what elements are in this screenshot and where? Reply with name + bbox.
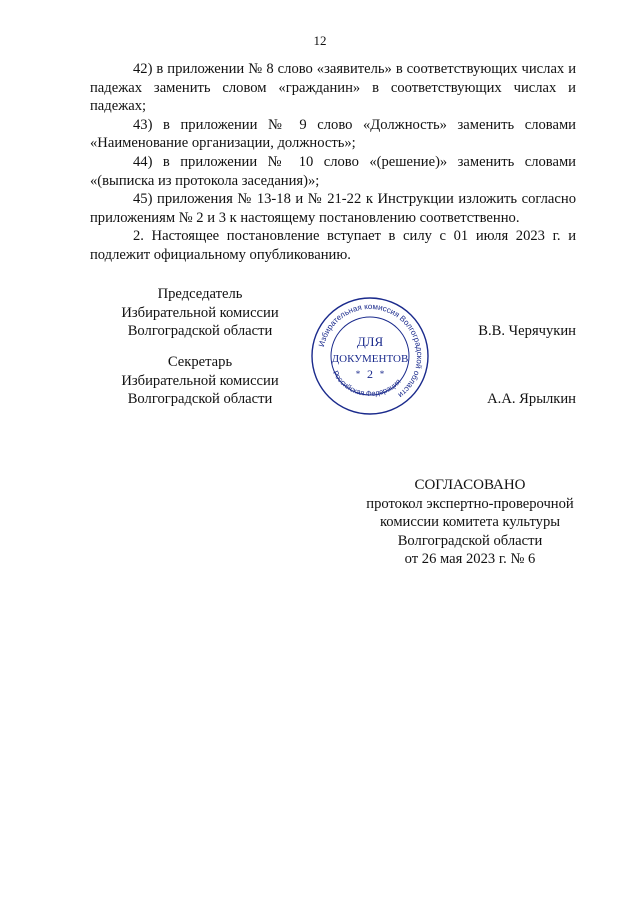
stamp-center-line2: ДОКУМЕНТОВ	[331, 353, 409, 365]
chair-signature-block	[100, 285, 300, 341]
paragraph-item-44: 44) в приложении № 10 слово «(решение)» заменить словами «(выписка из протокола заседания)»;	[90, 153, 576, 189]
official-stamp	[308, 294, 432, 418]
stamp-center-line1: ДЛЯ	[356, 334, 384, 349]
secretary-title: Секретарь	[167, 354, 233, 370]
paragraph-item-45: 45) приложения № 13-18 и № 21-22 к Инструкции изложить согласно приложениям № 2 и 3 к настоящему постановлению соответственно.	[90, 191, 576, 226]
approval-block	[340, 476, 600, 569]
paragraph-effective-date: 2. Настоящее постановление вступает в силу с 01 июля 2023 г. и подлежит официальному опубликованию.	[90, 228, 576, 263]
approval-line-4: от 26 мая 2023 г. № 6	[404, 551, 536, 568]
chair-name: В.В. Черячукин	[478, 323, 576, 339]
stamp-star-left-icon: *	[355, 369, 361, 379]
approval-line-1: протокол экспертно-проверочной	[366, 495, 574, 512]
chair-org-line: Избирательной комиссии	[121, 304, 279, 321]
page-number: 12	[313, 33, 327, 48]
stamp-center-number: 2	[367, 367, 373, 381]
stamp-ring-text: Избирательная комиссия Волгоградской области	[316, 301, 425, 400]
document-body	[90, 60, 576, 265]
chair-title: Председатель	[157, 286, 243, 302]
approval-line-3: Волгоградской области	[397, 532, 543, 549]
secretary-org-line: Избирательной комиссии	[121, 372, 279, 389]
paragraph-item-42: 42) в приложении № 8 слово «заявитель» в соответствующих числах и падежах заменить словом «гражданин» в соответствующих числах и падежах;	[90, 61, 576, 115]
paragraph-item-43: 43) в приложении № 9 слово «Должность» заменить словами «Наименование организации, должность»;	[90, 116, 576, 152]
approval-title: СОГЛАСОВАНО	[414, 477, 526, 493]
approval-line-2: комиссии комитета культуры	[379, 514, 561, 531]
stamp-star-right-icon: *	[379, 369, 385, 379]
secretary-name: А.А. Ярылкин	[487, 391, 576, 407]
secretary-region-line: Волгоградской области	[127, 391, 273, 408]
stamp-bottom-text: Российская Федерация	[331, 369, 403, 399]
secretary-signature-block	[100, 353, 300, 409]
chair-region-line: Волгоградской области	[127, 323, 273, 340]
